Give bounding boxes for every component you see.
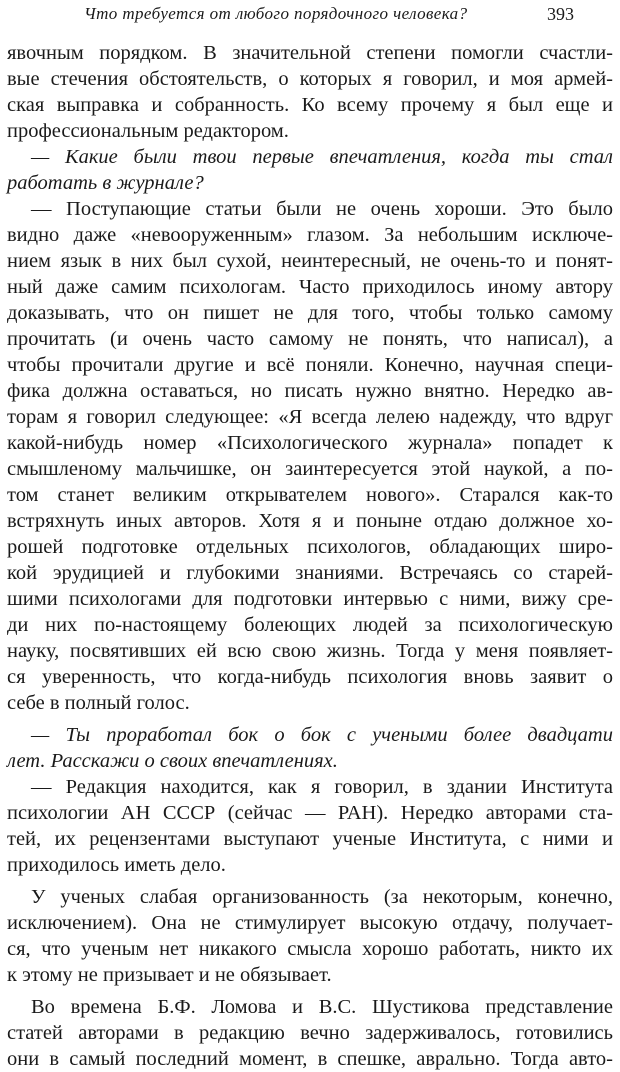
text-line: — Редакция находится, как я говорил, в здании Института bbox=[31, 776, 613, 798]
text-line: ская выправка и собранность. Ко всему прочему я был еще и bbox=[7, 94, 613, 116]
text-line: фика должна оставаться, но писать нужно внятно. Нередко ав- bbox=[7, 380, 613, 402]
text-line: статей авторами в редакцию вечно задерживалось, готовились bbox=[7, 1022, 613, 1044]
text-line: ся уверенность, что когда-нибудь психология вновь заявит о bbox=[7, 666, 613, 688]
text-line: торам я говорил следующее: «Я всегда лелею надежду, что вдруг bbox=[7, 406, 613, 428]
paragraph bbox=[7, 884, 613, 988]
text-line: видно даже «невооруженным» глазом. За небольшим исключе- bbox=[7, 224, 613, 246]
interview-question bbox=[7, 144, 613, 196]
text-line: исключением). Она не стимулирует высокую отдачу, получает- bbox=[7, 912, 613, 934]
text-line: шими психологами для подготовки интервью с ними, вижу сре- bbox=[7, 588, 613, 610]
text-line: — Поступающие статьи были не очень хороши. Это было bbox=[31, 198, 613, 220]
text-line: приходилось иметь дело. bbox=[7, 854, 226, 876]
text-line: профессиональным редактором. bbox=[7, 120, 289, 142]
text-line: том станет великим открывателем нового». Старался как-то bbox=[7, 484, 613, 506]
text-line: встряхнуть иных авторов. Хотя я и поныне отдаю должное хо- bbox=[7, 510, 613, 532]
paragraph bbox=[7, 40, 613, 144]
text-line: чтобы прочитали другие и всё поняли. Конечно, научная специ- bbox=[7, 354, 613, 376]
text-line: ди них по-настоящему болеющих людей за психологическую bbox=[7, 614, 613, 636]
text-line: лет. Расскажи о своих впечатлениях. bbox=[7, 750, 338, 772]
paragraph bbox=[7, 774, 613, 878]
text-line: работать в журнале? bbox=[7, 172, 204, 194]
text-line: какой-нибудь номер «Психологического журнала» попадет к bbox=[7, 432, 613, 454]
text-line: Во времена Б.Ф. Ломова и В.С. Шустикова представление bbox=[31, 996, 613, 1018]
text-line: У ученых слабая организованность (за некоторым, конечно, bbox=[31, 886, 613, 908]
page-header bbox=[0, 4, 620, 30]
paragraph bbox=[7, 196, 613, 716]
text-line: — Какие были твои первые впечатления, когда ты стал bbox=[31, 146, 613, 168]
page-number: 393 bbox=[547, 4, 574, 24]
text-line: вые стечения обстоятельств, о которых я говорил, и моя армей- bbox=[7, 68, 613, 90]
page-body bbox=[7, 40, 613, 1072]
text-line: они в самый последний момент, в спешке, аврально. Тогда авто- bbox=[7, 1048, 613, 1070]
text-line: смышленому мальчишке, он заинтересуется этой наукой, а по- bbox=[7, 458, 613, 480]
text-line: рошей подготовке отдельных психологов, обладающих широ- bbox=[7, 536, 613, 558]
text-line: прочитать (и очень часто самому не понять, что написал), а bbox=[7, 328, 613, 350]
text-line: кой эрудицией и глубокими знаниями. Встречаясь со старей- bbox=[7, 562, 613, 584]
text-line: науку, посвятивших ей всю свою жизнь. Тогда у меня появляет- bbox=[7, 640, 613, 662]
text-line: себе в полный голос. bbox=[7, 692, 190, 714]
text-line: к этому не призывает и не обязывает. bbox=[7, 964, 332, 986]
text-line: явочным порядком. В значительной степени помогли счастли- bbox=[7, 42, 613, 64]
text-line: — Ты проработал бок о бок с учеными более двадцати bbox=[31, 724, 613, 746]
text-line: психологии АН СССР (сейчас — РАН). Нередко авторами ста- bbox=[7, 802, 613, 824]
interview-question bbox=[7, 722, 613, 774]
text-line: нием язык в них был сухой, неинтересный, не очень-то и понят- bbox=[7, 250, 613, 272]
running-title: Что требуется от любого порядочного человека? bbox=[84, 4, 468, 23]
text-line: ный даже самим психологам. Часто приходилось иному автору bbox=[7, 276, 613, 298]
text-line: доказывать, что он пишет не для того, чтобы только самому bbox=[7, 302, 613, 324]
text-line: ся, что ученым нет никакого смысла хорошо работать, никто их bbox=[7, 938, 613, 960]
text-line: тей, их рецензентами выступают ученые Института, с ними и bbox=[7, 828, 613, 850]
paragraph bbox=[7, 994, 613, 1072]
